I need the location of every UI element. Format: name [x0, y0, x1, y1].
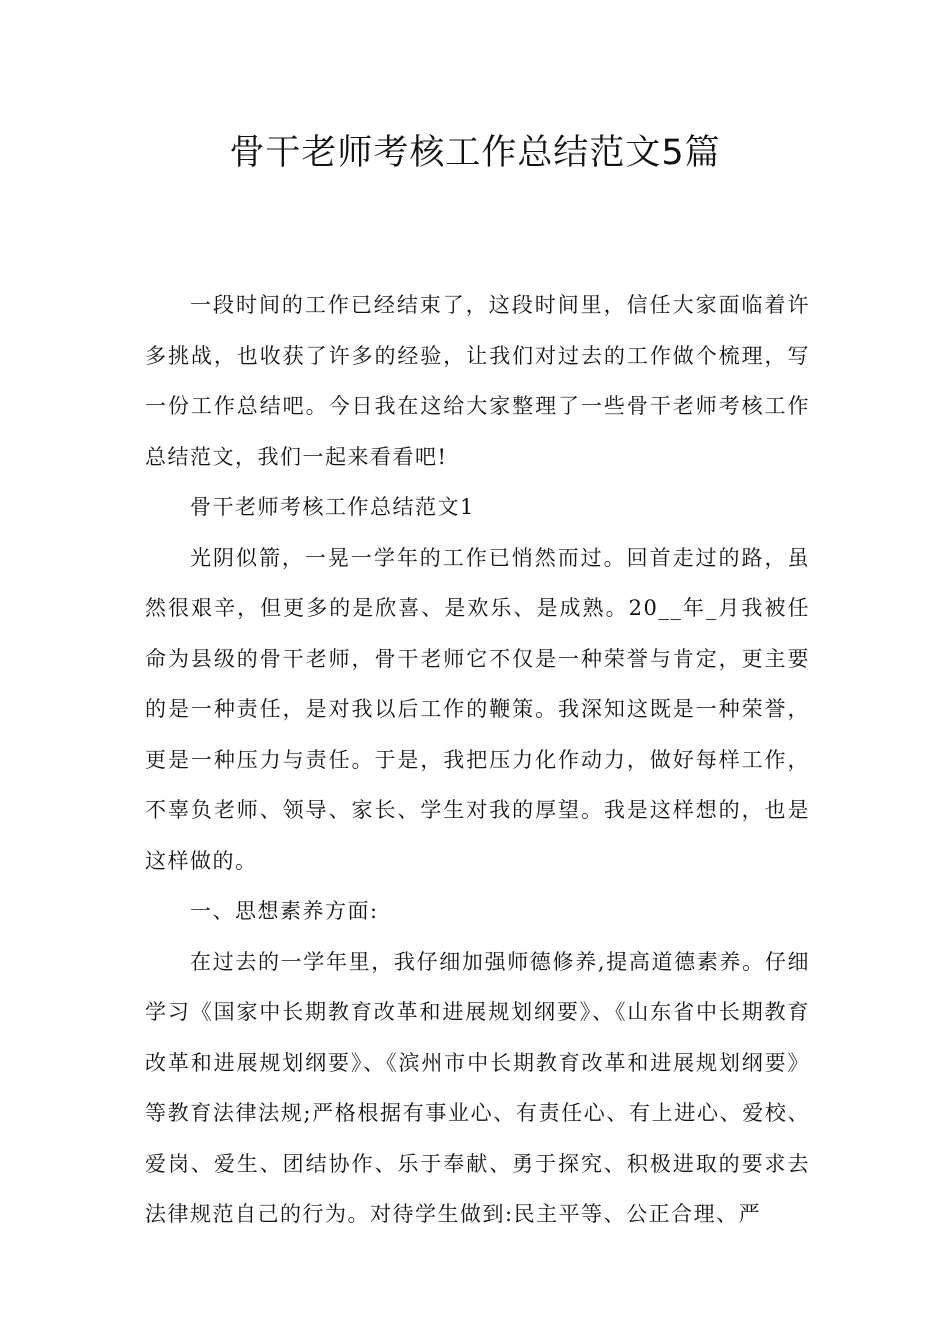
- document-title: 骨干老师考核工作总结范文5篇: [229, 133, 721, 173]
- document-body: [145, 280, 810, 1240]
- body-paragraph: 在过去的一学年里，我仔细加强师德修养,提高道德素养。仔细学习《国家中长期教育改革和进展规划纲要》、《山东省中长期教育改革和进展规划纲要》、《滨州市中长期教育改革和进展规划纲要》等教育法律法规;严格根据有事业心、有责任心、有上进心、爱校、爱岗、爱生、团结协作、乐于奉献、勇于探究、积极进取的要求去法律规范自己的行为。对待学生做到:民主平等、公正合理、严: [145, 949, 810, 1226]
- subsection-heading: 一、思想素养方面:: [190, 899, 379, 923]
- section-heading: 骨干老师考核工作总结范文1: [190, 495, 475, 519]
- body-paragraph: 光阴似箭，一晃一学年的工作已悄然而过。回首走过的路，虽然很艰辛，但更多的是欣喜、是欢乐、是成熟。20__年_月我被任命为县级的骨干老师，骨干老师它不仅是一种荣誉与肯定，更主要的是一种责任，是对我以后工作的鞭策。我深知这既是一种荣誉，更是一种压力与责任。于是，我把压力化作动力，做好每样工作，不辜负老师、领导、家长、学生对我的厚望。我是这样想的，也是这样做的。: [145, 545, 810, 873]
- intro-paragraph: 一段时间的工作已经结束了，这段时间里，信任大家面临着许多挑战，也收获了许多的经验，让我们对过去的工作做个梳理，写一份工作总结吧。今日我在这给大家整理了一些骨干老师考核工作总结范文，我们一起来看看吧!: [145, 293, 810, 469]
